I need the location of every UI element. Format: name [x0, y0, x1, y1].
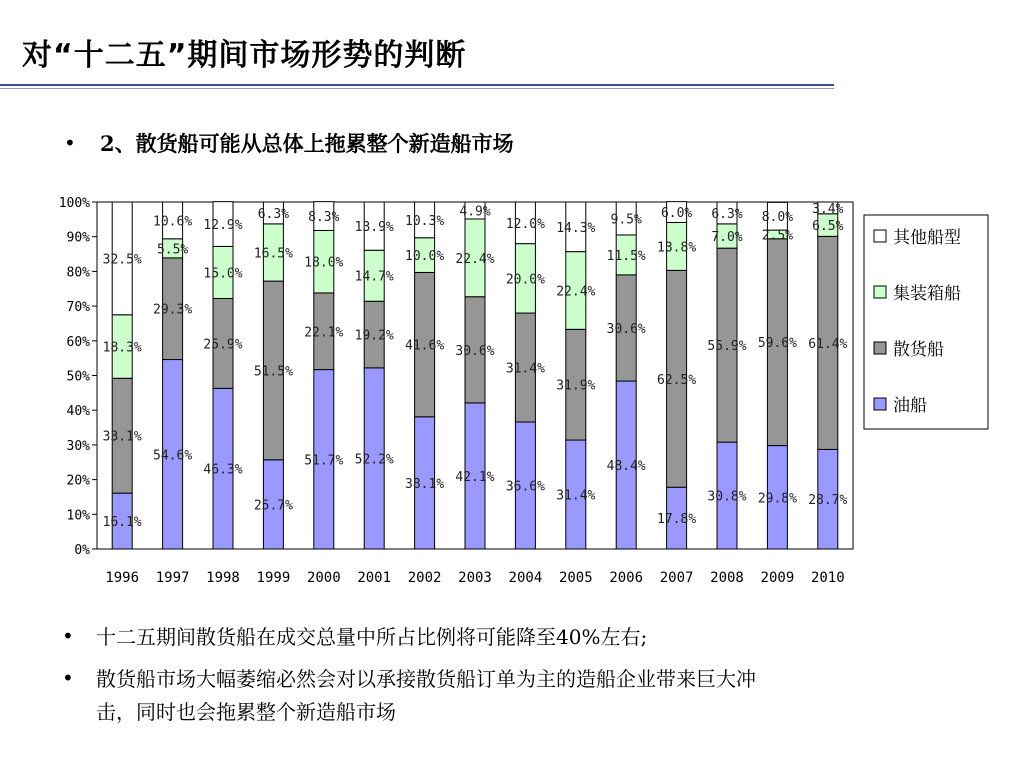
- data-label: 3.4%: [812, 201, 844, 217]
- legend-swatch: [874, 398, 886, 410]
- y-tick-label: 60%: [66, 334, 90, 350]
- bullet-icon: •: [62, 624, 74, 648]
- data-label: 22.4%: [455, 251, 495, 267]
- data-label: 36.6%: [505, 479, 545, 495]
- y-tick-label: 70%: [66, 300, 90, 316]
- data-label: 28.7%: [808, 493, 848, 509]
- y-tick-label: 10%: [66, 508, 90, 524]
- data-label: 29.3%: [153, 302, 193, 318]
- title-divider-line: [0, 88, 834, 89]
- x-tick-label: 2005: [558, 570, 593, 586]
- data-label: 14.3%: [556, 220, 596, 236]
- data-label: 15.0%: [203, 266, 243, 282]
- y-tick-label: 90%: [66, 230, 90, 246]
- legend-swatch: [874, 286, 886, 298]
- y-tick-label: 100%: [58, 196, 90, 211]
- note-text: 散货船市场大幅萎缩必然会对以承接散货船订单为主的造船企业带来巨大冲: [96, 667, 756, 691]
- x-tick-label: 1997: [155, 570, 190, 586]
- data-label: 17.8%: [657, 512, 697, 528]
- legend-swatch: [874, 342, 886, 354]
- note-text: 击，同时也会拖累整个新造船市场: [96, 700, 396, 724]
- data-label: 51.7%: [304, 453, 344, 469]
- data-label: 61.4%: [808, 336, 848, 352]
- data-label: 10.3%: [405, 213, 445, 229]
- data-label: 29.8%: [757, 491, 797, 507]
- data-label: 30.8%: [707, 489, 747, 505]
- bullet-icon: •: [64, 131, 76, 155]
- data-label: 16.5%: [253, 246, 293, 262]
- data-label: 38.1%: [405, 476, 445, 492]
- data-label: 9.5%: [610, 212, 642, 228]
- data-label: 22.1%: [304, 325, 344, 341]
- data-label: 8.3%: [308, 210, 340, 226]
- bullet-icon: •: [62, 666, 74, 690]
- data-label: 8.0%: [761, 210, 794, 226]
- page-title: 对“十二五”期间市场形势的判断: [22, 38, 467, 73]
- y-tick-label: 30%: [66, 438, 90, 454]
- data-label: 16.1%: [102, 515, 142, 531]
- y-tick-label: 0%: [74, 543, 90, 558]
- legend-label: 油船: [893, 396, 927, 416]
- data-label: 18.0%: [304, 255, 344, 271]
- data-label: 22.4%: [556, 284, 596, 300]
- x-tick-label: 2007: [659, 570, 694, 586]
- legend-label: 散货船: [893, 340, 944, 360]
- x-tick-label: 2008: [710, 570, 744, 586]
- y-tick-label: 40%: [66, 404, 90, 420]
- x-tick-label: 2009: [760, 570, 795, 586]
- data-label: 11.5%: [606, 248, 646, 264]
- x-tick-label: 2010: [810, 570, 845, 586]
- data-label: 19.2%: [354, 328, 394, 344]
- title-divider-line: [0, 84, 834, 86]
- data-label: 62.5%: [657, 372, 697, 388]
- data-label: 32.5%: [102, 252, 142, 268]
- x-tick-label: 2002: [407, 570, 442, 586]
- data-label: 14.7%: [354, 269, 394, 285]
- data-label: 12.0%: [505, 216, 545, 232]
- x-tick-label: 2004: [508, 570, 543, 586]
- stacked-bar-chart: [0, 185, 1000, 595]
- data-label: 20.0%: [505, 272, 545, 288]
- data-label: 6.5%: [812, 219, 844, 235]
- data-label: 2.5%: [761, 228, 794, 244]
- data-label: 42.1%: [455, 469, 495, 485]
- data-label: 59.6%: [757, 336, 797, 352]
- x-tick-label: 1999: [256, 570, 291, 586]
- data-label: 54.6%: [153, 448, 193, 464]
- data-label: 6.0%: [660, 206, 693, 222]
- data-label: 4.9%: [459, 204, 491, 220]
- data-label: 10.6%: [153, 214, 193, 230]
- data-label: 55.9%: [707, 339, 747, 355]
- legend-label: 集装箱船: [893, 284, 961, 304]
- data-label: 13.9%: [354, 220, 394, 236]
- data-label: 41.6%: [405, 338, 445, 354]
- data-label: 31.4%: [556, 488, 596, 504]
- data-label: 12.9%: [203, 218, 243, 234]
- title-divider: [0, 84, 834, 90]
- data-label: 51.5%: [253, 364, 293, 380]
- x-tick-label: 2003: [458, 570, 492, 586]
- data-label: 6.3%: [711, 206, 743, 222]
- data-label: 25.7%: [253, 498, 293, 514]
- data-label: 6.3%: [257, 206, 290, 222]
- x-tick-label: 1996: [105, 570, 140, 586]
- data-label: 30.6%: [606, 321, 646, 337]
- y-tick-label: 50%: [66, 369, 90, 385]
- y-tick-label: 80%: [66, 265, 90, 281]
- legend-swatch: [874, 230, 886, 242]
- data-label: 5.5%: [156, 242, 189, 258]
- x-tick-label: 2006: [609, 570, 644, 586]
- y-tick-label: 20%: [66, 473, 90, 489]
- x-tick-label: 1998: [206, 570, 240, 586]
- x-tick-label: 2001: [357, 570, 392, 586]
- x-tick-label: 2000: [306, 570, 341, 586]
- data-label: 46.3%: [203, 462, 243, 478]
- note-text: 十二五期间散货船在成交总量中所占比例将可能降至40%左右;: [96, 625, 648, 649]
- data-label: 48.4%: [606, 459, 646, 475]
- legend-label: 其他船型: [893, 228, 961, 248]
- data-label: 31.9%: [556, 378, 596, 394]
- data-label: 52.2%: [354, 452, 394, 468]
- section-subtitle: 2、散货船可能从总体上拖累整个新造船市场: [100, 131, 514, 156]
- data-label: 13.8%: [657, 240, 697, 256]
- data-label: 30.6%: [455, 343, 495, 359]
- data-label: 10.0%: [405, 249, 445, 265]
- data-label: 25.9%: [203, 337, 243, 353]
- data-label: 18.3%: [102, 340, 142, 356]
- data-label: 31.4%: [505, 361, 545, 377]
- data-label: 33.1%: [102, 429, 142, 445]
- data-label: 7.0%: [711, 230, 743, 246]
